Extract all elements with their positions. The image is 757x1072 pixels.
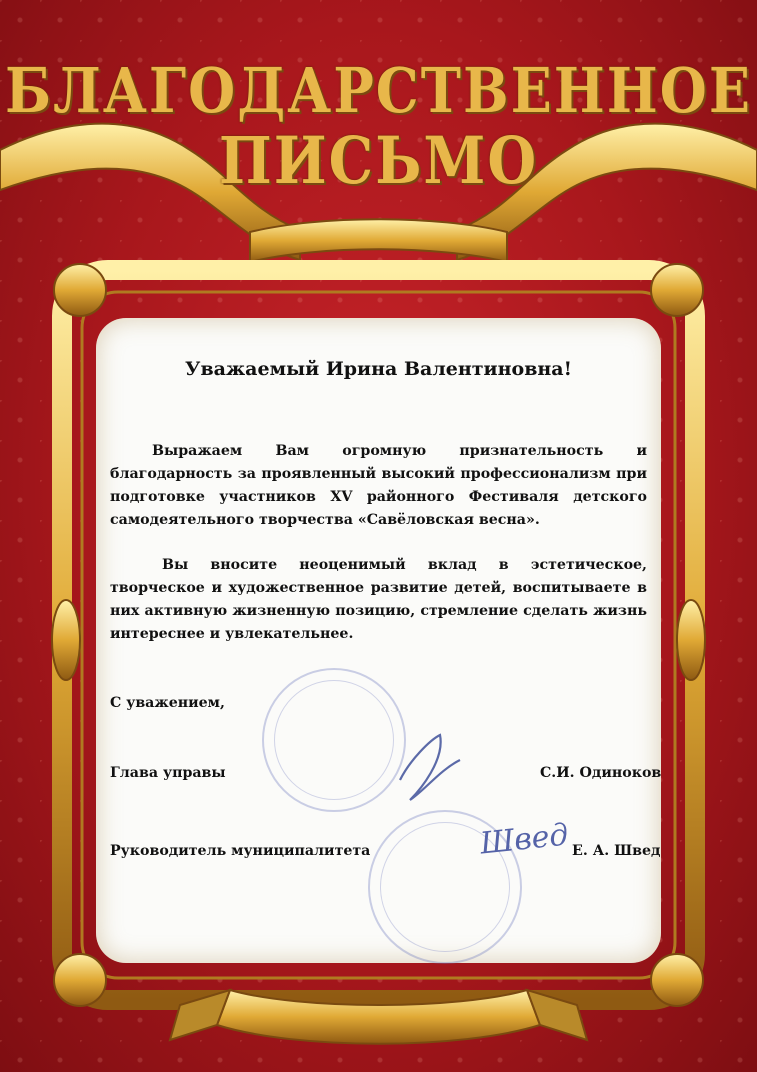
closing: С уважением, — [110, 695, 225, 711]
title-line-1: БЛАГОДАРСТВЕННОЕ — [5, 53, 752, 127]
greeting: Уважаемый Ирина Валентиновна! — [185, 358, 572, 380]
paragraph-2: Вы вносите неоценимый вклад в эстетическое, творческое и художественное развитие детей, воспитываете в них активную жизненную позицию, стремление сделать жизнь интереснее и увлекательнее. — [110, 557, 647, 642]
signatory-2-name: Е. А. Швед — [572, 843, 661, 859]
signature-odinokov — [400, 735, 460, 800]
handwritten-signature: Швед — [478, 817, 571, 862]
signatory-2-position: Руководитель муниципалитета — [110, 843, 371, 859]
signatory-1-position: Глава управы — [110, 765, 226, 781]
title-line-2: ПИСЬМО — [218, 123, 539, 199]
paragraph-1: Выражаем Вам огромную признательность и благодарность за проявленный высокий профессионализм при подготовке участников XV районного Фестиваля детского самодеятельного творчества «Савёловская весна». — [110, 443, 647, 528]
signatory-1-name: С.И. Одиноков — [540, 765, 662, 781]
